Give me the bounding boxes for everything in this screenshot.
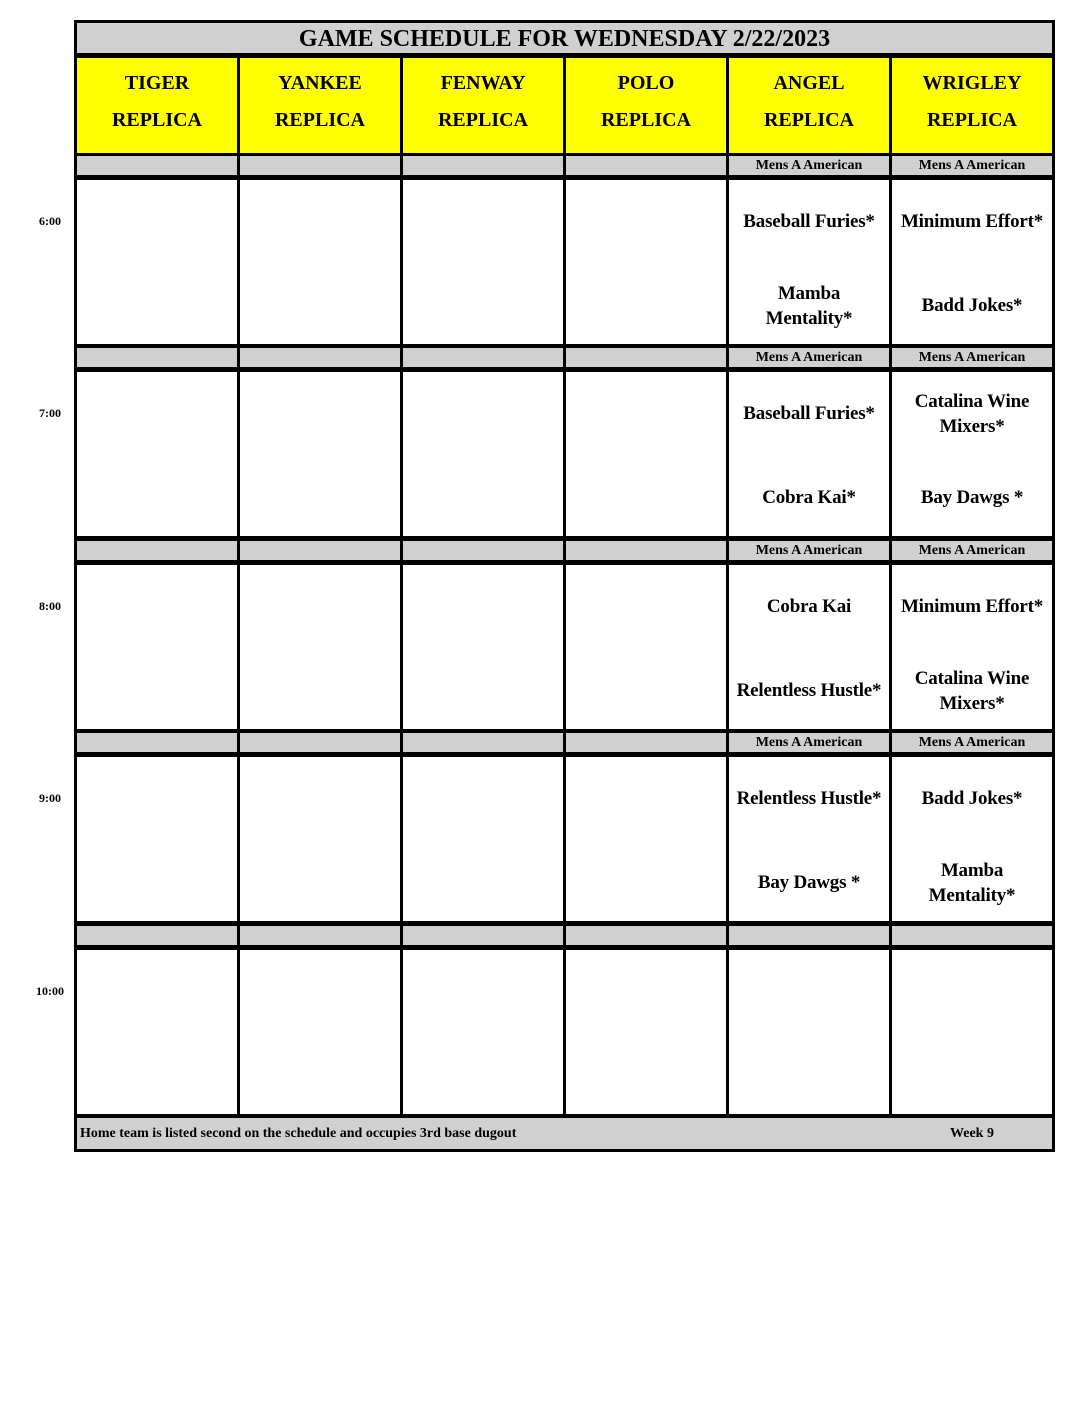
field-type: REPLICA (600, 109, 691, 131)
game-cell-empty (74, 369, 240, 539)
field-type: REPLICA (111, 109, 202, 131)
game-cell-empty (563, 947, 729, 1117)
field-type: REPLICA (763, 109, 854, 131)
page-title: GAME SCHEDULE FOR WEDNESDAY 2/22/2023 (74, 20, 1055, 56)
division-cell (889, 923, 1055, 948)
field-name: POLO (617, 72, 675, 94)
division-cell (563, 923, 729, 948)
game-cell-empty (726, 947, 892, 1117)
field-name: TIGER (124, 72, 190, 94)
game-cell-empty (74, 562, 240, 732)
time-label: 9:00 (39, 791, 61, 805)
game-cell-empty (74, 947, 240, 1117)
home-team: Mamba Mentality* (765, 283, 853, 329)
away-team: Cobra Kai (766, 596, 852, 617)
field-header-fenway (400, 55, 566, 156)
division-cell (74, 538, 240, 563)
division-cell (74, 153, 240, 178)
division-cell (237, 538, 403, 563)
footer-note: Home team is listed second on the schedule and occupies 3rd base dugout (80, 1126, 517, 1141)
game-cell-empty (237, 177, 403, 347)
division-cell (237, 730, 403, 755)
game-cell-empty (400, 562, 566, 732)
game-cell (726, 369, 892, 539)
field-type: REPLICA (437, 109, 528, 131)
division-cell (74, 345, 240, 370)
game-cell (726, 754, 892, 924)
division-cell: Mens A American (889, 153, 1055, 178)
game-cell-empty (563, 754, 729, 924)
away-team: Catalina Wine Mixers* (914, 391, 1030, 437)
field-name: YANKEE (278, 72, 362, 94)
division-cell (563, 153, 729, 178)
home-team: Bay Dawgs * (757, 872, 861, 893)
field-header-yankee (237, 55, 403, 156)
time-label: 6:00 (39, 214, 61, 228)
division-cell: Mens A American (889, 345, 1055, 370)
home-team: Badd Jokes* (921, 295, 1023, 316)
time-label: 10:00 (36, 984, 64, 998)
division-cell (237, 923, 403, 948)
game-cell-empty (400, 177, 566, 347)
week-label: Week 9 (950, 1126, 994, 1141)
field-name: WRIGLEY (922, 72, 1022, 94)
field-name: ANGEL (773, 72, 845, 94)
time-label: 7:00 (39, 406, 61, 420)
home-team: Relentless Hustle* (736, 680, 882, 701)
game-cell-empty (237, 369, 403, 539)
game-cell (889, 754, 1055, 924)
game-cell-empty (400, 947, 566, 1117)
field-header-tiger (74, 55, 240, 156)
division-cell (400, 345, 566, 370)
division-cell (400, 538, 566, 563)
field-type: REPLICA (274, 109, 365, 131)
division-cell: Mens A American (889, 538, 1055, 563)
game-cell-empty (237, 947, 403, 1117)
game-cell (726, 562, 892, 732)
home-team: Bay Dawgs * (920, 487, 1024, 508)
home-team: Catalina Wine Mixers* (914, 668, 1030, 714)
home-team: Mamba Mentality* (928, 860, 1016, 906)
away-team: Relentless Hustle* (736, 788, 882, 809)
time-label: 8:00 (39, 599, 61, 613)
away-team: Badd Jokes* (921, 788, 1023, 809)
division-cell: Mens A American (726, 730, 892, 755)
field-type: REPLICA (926, 109, 1017, 131)
division-cell: Mens A American (726, 153, 892, 178)
field-header-angel (726, 55, 892, 156)
game-cell-empty (563, 369, 729, 539)
game-cell-empty (237, 562, 403, 732)
game-cell (889, 177, 1055, 347)
field-name: FENWAY (440, 72, 526, 94)
game-cell-empty (563, 177, 729, 347)
game-cell-empty (563, 562, 729, 732)
division-cell (563, 345, 729, 370)
game-cell (889, 369, 1055, 539)
game-cell-empty (400, 754, 566, 924)
division-cell (726, 923, 892, 948)
division-cell: Mens A American (726, 538, 892, 563)
footer-bar (74, 1115, 1055, 1152)
away-team: Baseball Furies* (743, 211, 875, 232)
division-cell (400, 730, 566, 755)
home-team: Cobra Kai* (762, 487, 856, 508)
division-cell: Mens A American (726, 345, 892, 370)
division-cell (237, 153, 403, 178)
division-cell (237, 345, 403, 370)
game-cell-empty (889, 947, 1055, 1117)
division-cell: Mens A American (889, 730, 1055, 755)
field-header-wrigley (889, 55, 1055, 156)
division-cell (563, 730, 729, 755)
game-cell-empty (74, 754, 240, 924)
division-cell (563, 538, 729, 563)
division-cell (74, 730, 240, 755)
away-team: Minimum Effort* (900, 596, 1044, 617)
division-cell (74, 923, 240, 948)
field-header-polo (563, 55, 729, 156)
division-cell (400, 153, 566, 178)
away-team: Baseball Furies* (743, 403, 875, 424)
game-cell-empty (400, 369, 566, 539)
game-cell-empty (237, 754, 403, 924)
game-cell-empty (74, 177, 240, 347)
game-cell (889, 562, 1055, 732)
division-cell (400, 923, 566, 948)
away-team: Minimum Effort* (900, 211, 1044, 232)
game-cell (726, 177, 892, 347)
